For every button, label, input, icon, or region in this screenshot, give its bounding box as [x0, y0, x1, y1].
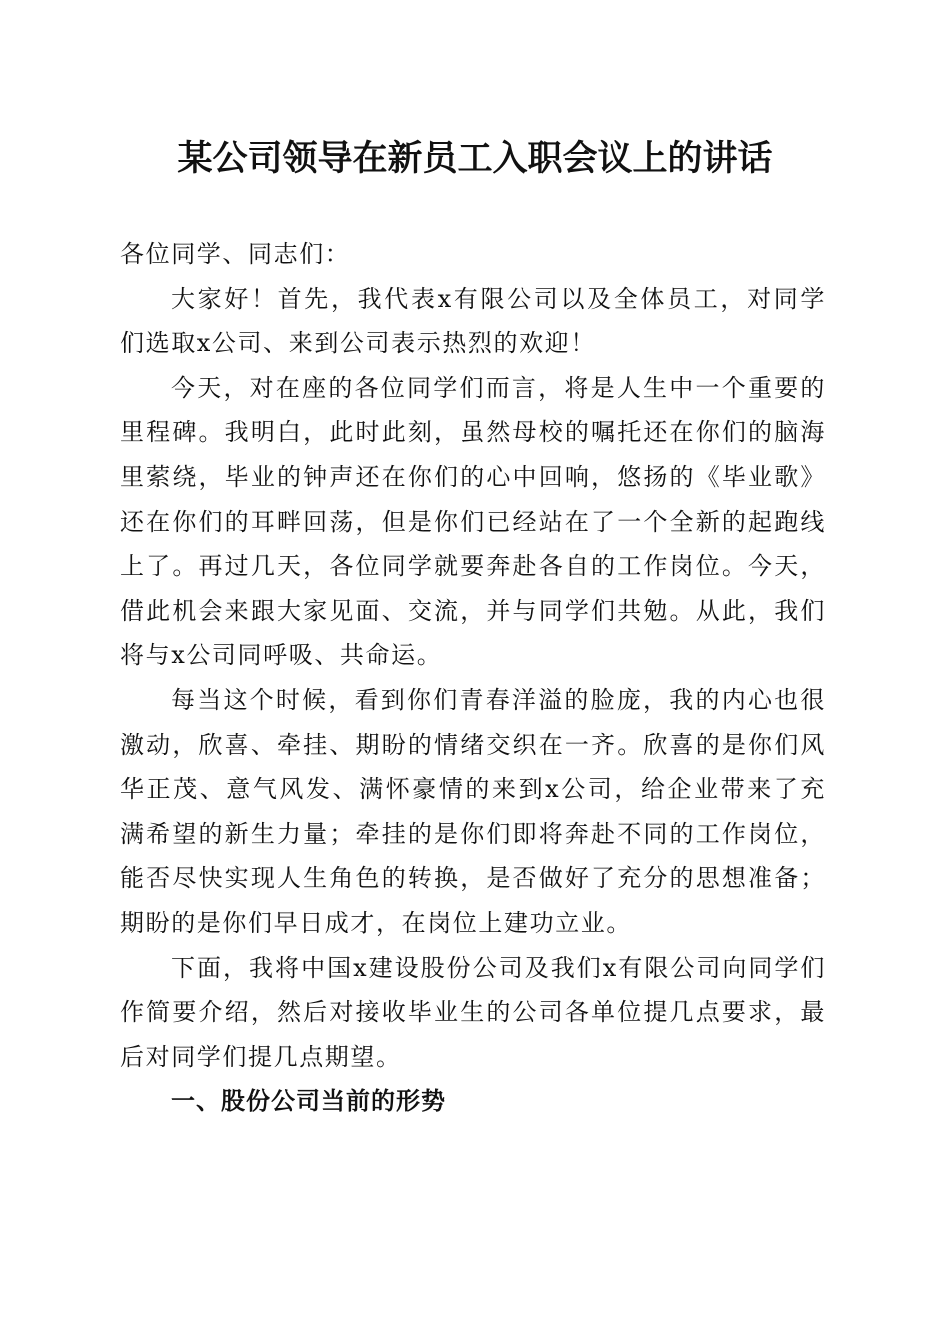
paragraph-emotions: 每当这个时候，看到你们青春洋溢的脸庞，我的内心也很激动，欣喜、牵挂、期盼的情绪交织在一齐。欣喜的是你们风华正茂、意气风发、满怀豪情的来到x公司，给企业带来了充满希望的新生力量；牵挂的是你们即将奔赴不同的工作岗位，能否尽快实现人生角色的转换，是否做好了充分的思想准备；期盼的是你们早日成才，在岗位上建功立业。 — [120, 685, 826, 937]
document-title: 某公司领导在新员工入职会议上的讲话 — [177, 138, 773, 179]
section-heading: 一、股份公司当前的形势 — [171, 1087, 446, 1116]
paragraph-outline: 下面，我将中国x建设股份公司及我们x有限公司向同学们作简要介绍，然后对接收毕业生的公司各单位提几点要求，最后对同学们提几点期望。 — [120, 953, 826, 1071]
salutation: 各位同学、同志们： — [120, 240, 351, 268]
document-body — [120, 232, 826, 1124]
paragraph-milestone: 今天，对在座的各位同学们而言，将是人生中一个重要的里程碑。我明白，此时此刻，虽然母校的嘱托还在你们的脑海里萦绕，毕业的钟声还在你们的心中回响，悠扬的《毕业歌》还在你们的耳畔回荡，但是你们已经站在了一个全新的起跑线上了。再过几天，各位同学就要奔赴各自的工作岗位。今天，借此机会来跟大家见面、交流，并与同学们共勉。从此，我们将与x公司同呼吸、共命运。 — [120, 373, 826, 670]
paragraph-welcome: 大家好！首先，我代表x有限公司以及全体员工，对同学们选取x公司、来到公司表示热烈的欢迎！ — [120, 284, 826, 358]
